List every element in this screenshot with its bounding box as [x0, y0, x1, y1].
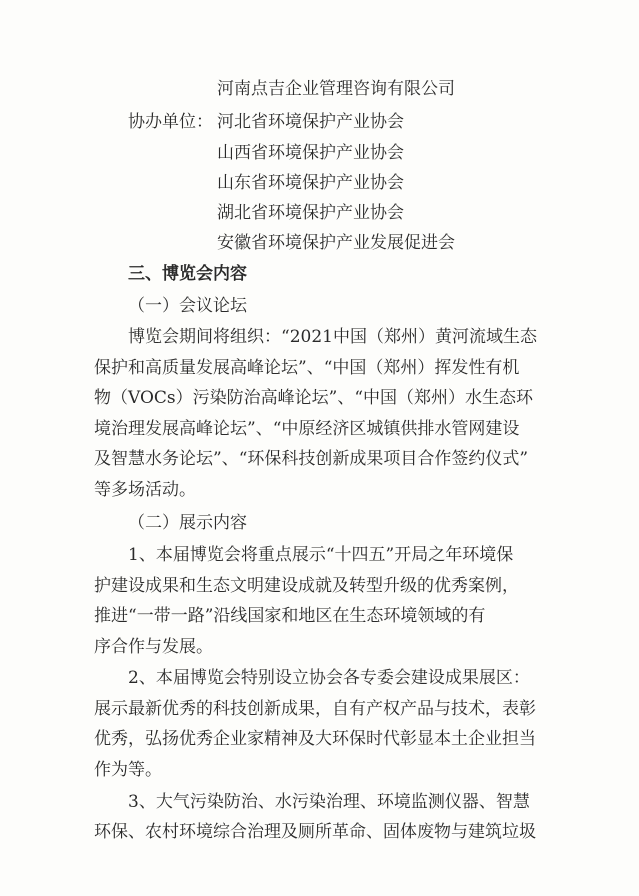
organizer-line: 河南点吉企业管理咨询有限公司	[217, 79, 455, 99]
co-organizer-item: 湖北省环境保护产业协会	[217, 203, 404, 223]
paragraph-line: 展示最新优秀的科技创新成果，自有产权产品与技术，表彰	[94, 699, 536, 719]
paragraph-line: 作为等。	[94, 760, 162, 780]
section-heading: 三、博览会内容	[128, 264, 247, 284]
subsection-title: （二）展示内容	[128, 513, 247, 533]
co-organizer-item: 山东省环境保护产业协会	[217, 173, 404, 193]
co-organizer-item: 安徽省环境保护产业发展促进会	[217, 233, 455, 253]
paragraph-line: 优秀，弘扬优秀企业家精神及大环保时代彰显本土企业担当	[94, 729, 536, 749]
paragraph-line: 物（VOCs）污染防治高峰论坛”、“中国（郑州）水生态环	[94, 388, 534, 408]
paragraph-line: 1、本届博览会将重点展示“十四五”开局之年环境保	[128, 545, 514, 565]
co-organizer-item: 河北省环境保护产业协会	[217, 112, 404, 132]
paragraph-line: 推进“一带一路”沿线国家和地区在生态环境领域的有	[94, 606, 486, 626]
paragraph-line: 境治理发展高峰论坛”、“中原经济区城镇供排水管网建设	[94, 419, 520, 439]
paragraph-line: 护建设成果和生态文明建设成就及转型升级的优秀案例，	[94, 576, 519, 596]
paragraph-line: 2、本届博览会特别设立协会各专委会建设成果展区：	[128, 668, 530, 688]
paragraph-line: 3、大气污染防治、水污染治理、环境监测仪器、智慧	[128, 792, 530, 812]
paragraph-line: 环保、农村环境综合治理及厕所革命、固体废物与建筑垃圾	[94, 822, 536, 842]
paragraph-line: 博览会期间将组织：“2021中国（郑州）黄河流域生态	[128, 327, 537, 347]
paragraph-line: 及智慧水务论坛”、“环保科技创新成果项目合作签约仪式”	[94, 449, 529, 469]
subsection-title: （一）会议论坛	[128, 296, 247, 316]
paragraph-line: 序合作与发展。	[94, 637, 213, 657]
paragraph-line: 等多场活动。	[94, 480, 196, 500]
co-organizer-item: 山西省环境保护产业协会	[217, 143, 404, 163]
co-organizer-label: 协办单位：	[128, 112, 213, 132]
paragraph-line: 保护和高质量发展高峰论坛”、“中国（郑州）挥发性有机	[94, 358, 520, 378]
